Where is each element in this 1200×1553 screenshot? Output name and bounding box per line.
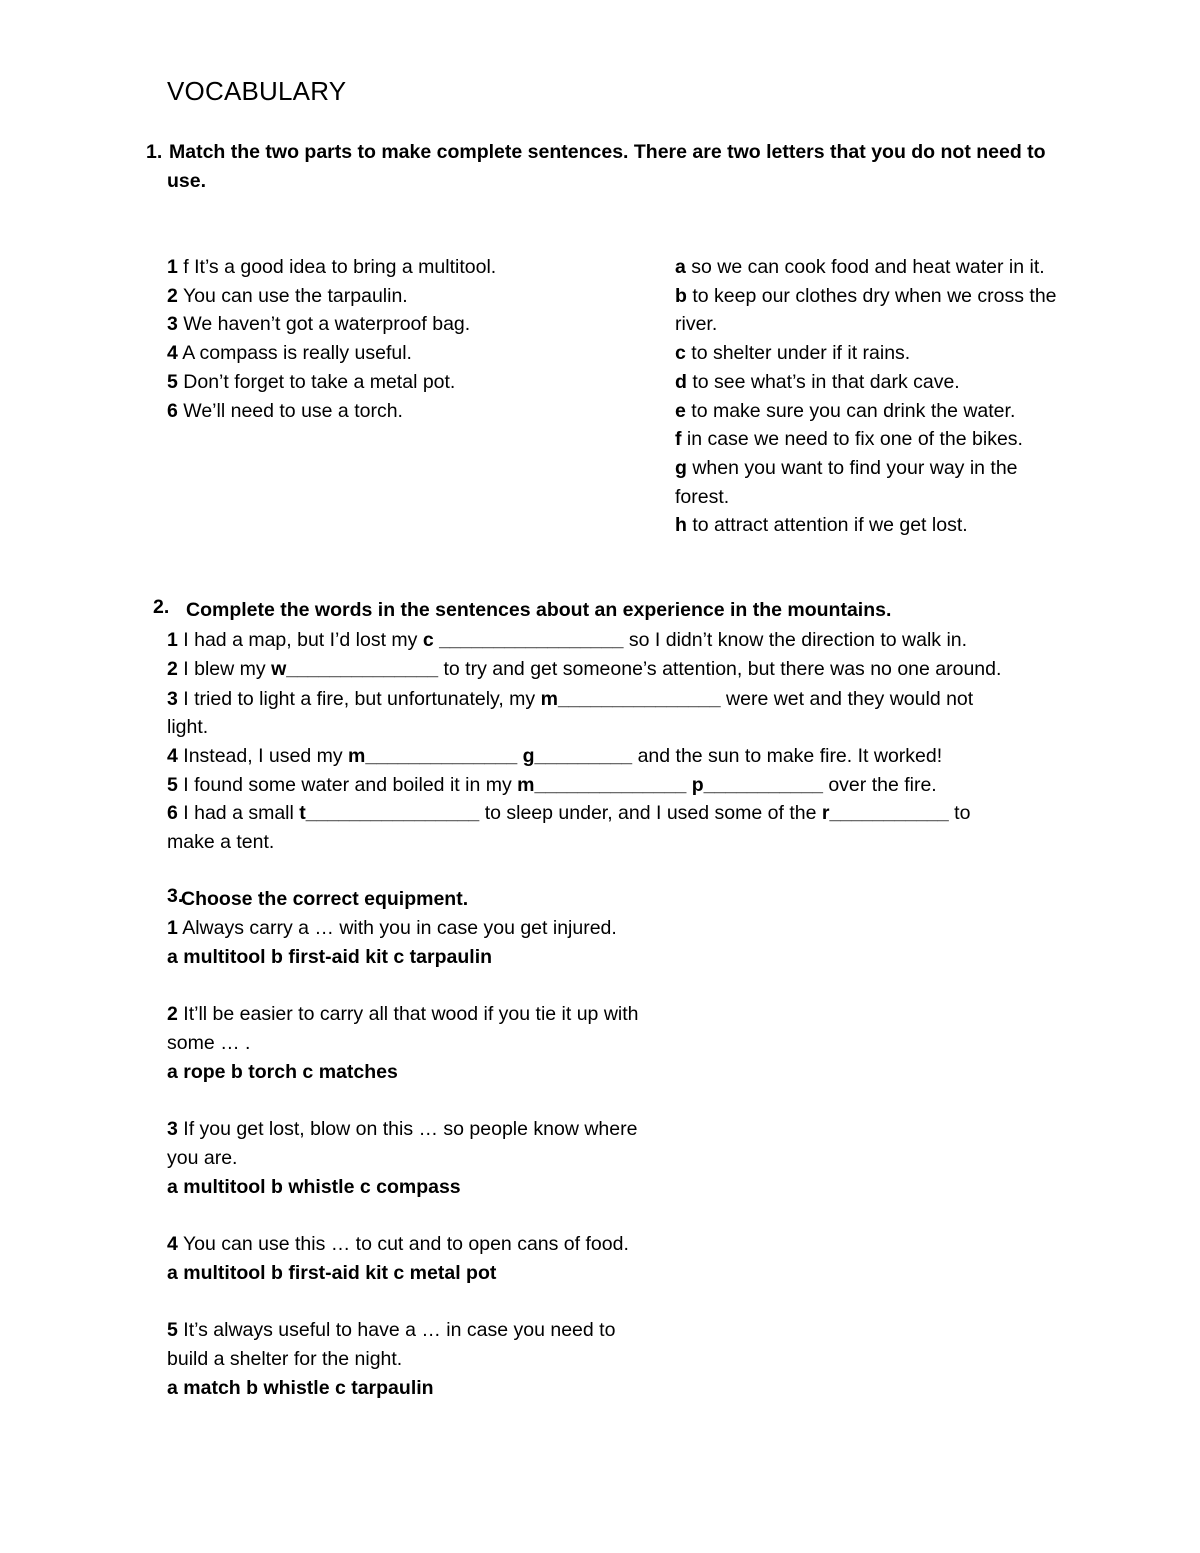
q2-sentence-cont: light. bbox=[167, 716, 209, 738]
q2-sentence: 2 I blew my w______________ to try and get someone’s attention, but there was no one around. bbox=[167, 658, 1002, 680]
q2-instruction: Complete the words in the sentences about an experience in the mountains. bbox=[186, 599, 892, 621]
q1-right-item: a so we can cook food and heat water in it. bbox=[675, 256, 1045, 278]
q1-right-item: h to attract attention if we get lost. bbox=[675, 514, 968, 537]
q2-sentence: 3 I tried to light a fire, but unfortunately, my m_______________ were wet and they would not bbox=[167, 688, 974, 710]
q1-right-item: b to keep our clothes dry when we cross the bbox=[675, 284, 1057, 307]
q3-options: a multitool b first-aid kit c metal pot bbox=[167, 1262, 497, 1284]
q3-item-2: 2 It’ll be easier to carry all that wood if you tie it up with some … . a rope b torch c matches bbox=[167, 1000, 639, 1087]
q3-options: a rope b torch c matches bbox=[167, 1061, 398, 1083]
q2-sentence: 6 I had a small t________________ to sleep under, and I used some of the r___________ to bbox=[167, 802, 971, 824]
q1-right-item: d to see what’s in that dark cave. bbox=[675, 370, 960, 393]
q1-left-item: 4 A compass is really useful. bbox=[167, 342, 412, 365]
q3-item-3: 3 If you get lost, blow on this … so people know where you are. a multitool b whistle c compass bbox=[167, 1115, 637, 1202]
q3-item-5: 5 It’s always useful to have a … in case you need to build a shelter for the night. a match b whistle c tarpaulin bbox=[167, 1316, 615, 1403]
q1-instruction-cont: use. bbox=[167, 170, 207, 192]
q3-item-1: 1 Always carry a … with you in case you get injured. a multitool b first-aid kit c tarpaulin bbox=[167, 914, 617, 972]
q1-right-item: f in case we need to fix one of the bikes. bbox=[675, 428, 1023, 451]
q1-right-item: forest. bbox=[675, 485, 730, 508]
q2-sentence-cont: make a tent. bbox=[167, 831, 275, 853]
q1-left-item: 5 Don’t forget to take a metal pot. bbox=[167, 370, 456, 393]
q1-left-item: 1 f It’s a good idea to bring a multitool. bbox=[167, 256, 497, 278]
q2-sentence: 1 I had a map, but I’d lost my c _________________ so I didn’t know the direction to walk in. bbox=[167, 629, 968, 651]
q1-right-column bbox=[675, 253, 1057, 540]
q3-options: a multitool b whistle c compass bbox=[167, 1176, 461, 1198]
q3-number: 3. bbox=[167, 885, 184, 907]
q2-number: 2. bbox=[153, 596, 170, 618]
q1-left-item: 6 We’ll need to use a torch. bbox=[167, 399, 403, 422]
q1-right-item: c to shelter under if it rains. bbox=[675, 342, 911, 365]
q1-right-item: river. bbox=[675, 313, 718, 336]
q1-right-item: g when you want to find your way in the bbox=[675, 456, 1018, 479]
q1-left-item: 2 You can use the tarpaulin. bbox=[167, 284, 408, 307]
q3-item-4: 4 You can use this … to cut and to open cans of food. a multitool b first-aid kit c metal pot bbox=[167, 1230, 629, 1288]
page-title: VOCABULARY bbox=[167, 76, 347, 106]
q3-instruction: Choose the correct equipment. bbox=[181, 888, 469, 910]
q1-left-item: 3 We haven’t got a waterproof bag. bbox=[167, 313, 471, 336]
q1-right-item: e to make sure you can drink the water. bbox=[675, 399, 1016, 422]
q3-options: a match b whistle c tarpaulin bbox=[167, 1377, 434, 1399]
q2-sentence: 4 Instead, I used my m______________ g_________ and the sun to make fire. It worked! bbox=[167, 745, 943, 767]
q2-sentence: 5 I found some water and boiled it in my m______________ p___________ over the fire. bbox=[167, 774, 937, 796]
q3-options: a multitool b first-aid kit c tarpaulin bbox=[167, 946, 493, 968]
q1-instruction: Match the two parts to make complete sentences. There are two letters that you do not need to bbox=[169, 141, 1046, 163]
q1-left-column bbox=[167, 253, 496, 425]
q1-number: 1. bbox=[146, 141, 163, 163]
